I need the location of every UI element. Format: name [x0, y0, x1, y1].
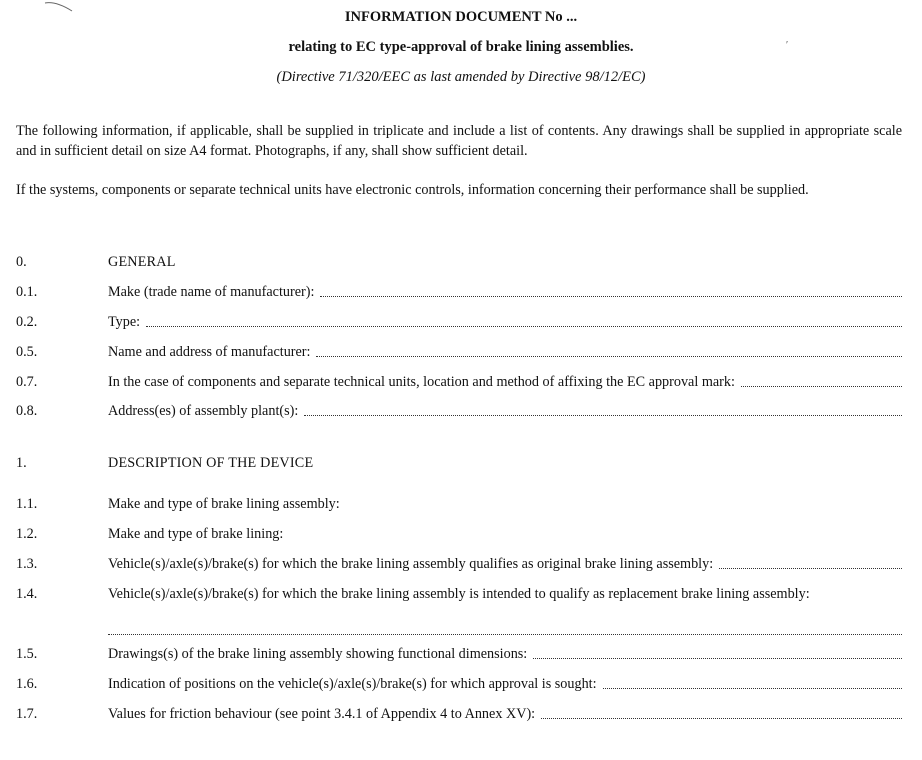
section-heading: DESCRIPTION OF THE DEVICE — [108, 455, 314, 471]
item-number: 1.6. — [16, 676, 38, 692]
section-heading-description — [16, 453, 902, 473]
form-row-0-8 — [16, 401, 902, 421]
form-row-1-7 — [16, 704, 902, 724]
form-row-1-4 — [16, 584, 902, 604]
item-number: 1.7. — [16, 706, 38, 722]
item-number: 1.1. — [16, 496, 38, 512]
document-title: INFORMATION DOCUMENT No ... — [344, 9, 578, 25]
intro-paragraph: The following information, if applicable, shall be supplied in triplicate and include a list of contents. Any drawings shall be supplied in appropriate scale and in sufficient detail on size A4 format. Photographs, if any, shall show sufficient detail. — [16, 123, 902, 159]
item-number: 1.5. — [16, 646, 38, 662]
item-number: 1.3. — [16, 556, 38, 572]
item-label: Vehicle(s)/axle(s)/brake(s) for which the brake lining assembly qualifies as original brake lining assembly: — [108, 556, 714, 572]
item-label: In the case of components and separate technical units, location and method of affixing the EC approval mark: — [108, 374, 735, 390]
section-heading-general — [16, 252, 902, 272]
form-row-1-6 — [16, 674, 902, 694]
item-label: Make and type of brake lining: — [108, 526, 284, 542]
item-number: 0.1. — [16, 284, 38, 300]
item-label: Make (trade name of manufacturer): — [108, 284, 315, 300]
scan-mark-icon — [44, 0, 74, 14]
item-label: Type: — [108, 314, 141, 330]
electronic-controls-paragraph: If the systems, components or separate technical units have electronic controls, information concerning their performance shall be supplied. — [16, 182, 809, 198]
fill-in-line-make[interactable] — [320, 282, 902, 297]
section-number: 1. — [16, 455, 27, 471]
form-row-0-2 — [16, 312, 902, 332]
fill-in-line-drawings[interactable] — [533, 644, 902, 659]
fill-in-line-positions[interactable] — [603, 674, 902, 689]
section-heading: GENERAL — [108, 254, 176, 270]
item-label: Name and address of manufacturer: — [108, 344, 311, 360]
fill-in-line-approval-mark[interactable] — [741, 372, 902, 387]
item-label: Values for friction behaviour (see point 3.4.1 of Appendix 4 to Annex XV): — [108, 706, 536, 722]
item-number: 0.7. — [16, 374, 38, 390]
fill-in-line-friction[interactable] — [541, 704, 902, 719]
fill-in-line-assembly-plant[interactable] — [304, 401, 902, 416]
section-number: 0. — [16, 254, 27, 270]
form-row-0-5 — [16, 342, 902, 362]
fill-in-line-manufacturer[interactable] — [316, 342, 902, 357]
item-number: 1.2. — [16, 526, 38, 542]
item-label: Address(es) of assembly plant(s): — [108, 403, 299, 419]
form-row-1-1 — [16, 494, 902, 514]
document-subtitle: relating to EC type-approval of brake lining assemblies. — [288, 39, 634, 55]
directive-reference: (Directive 71/320/EEC as last amended by Directive 98/12/EC) — [276, 69, 646, 85]
fill-in-line-type[interactable] — [146, 312, 902, 327]
item-number: 0.5. — [16, 344, 38, 360]
form-row-1-3 — [16, 554, 902, 574]
form-row-1-2 — [16, 524, 902, 544]
item-number: 0.2. — [16, 314, 38, 330]
item-number: 0.8. — [16, 403, 38, 419]
fill-in-line-replacement[interactable] — [108, 620, 902, 635]
form-row-1-5 — [16, 644, 902, 664]
item-label: Make and type of brake lining assembly: — [108, 496, 340, 512]
fill-in-line-original[interactable] — [719, 554, 902, 569]
item-label: Indication of positions on the vehicle(s)/axle(s)/brake(s) for which approval is sought: — [108, 676, 597, 692]
item-number: 1.4. — [16, 586, 38, 602]
scan-speck-icon: ′ — [786, 40, 789, 51]
item-label: Drawings(s) of the brake lining assembly showing functional dimensions: — [108, 646, 528, 662]
item-label: Vehicle(s)/axle(s)/brake(s) for which the brake lining assembly is intended to qualify as replacement brake lining assembly: — [108, 586, 810, 602]
form-row-0-7 — [16, 372, 902, 392]
form-row-0-1 — [16, 282, 902, 302]
